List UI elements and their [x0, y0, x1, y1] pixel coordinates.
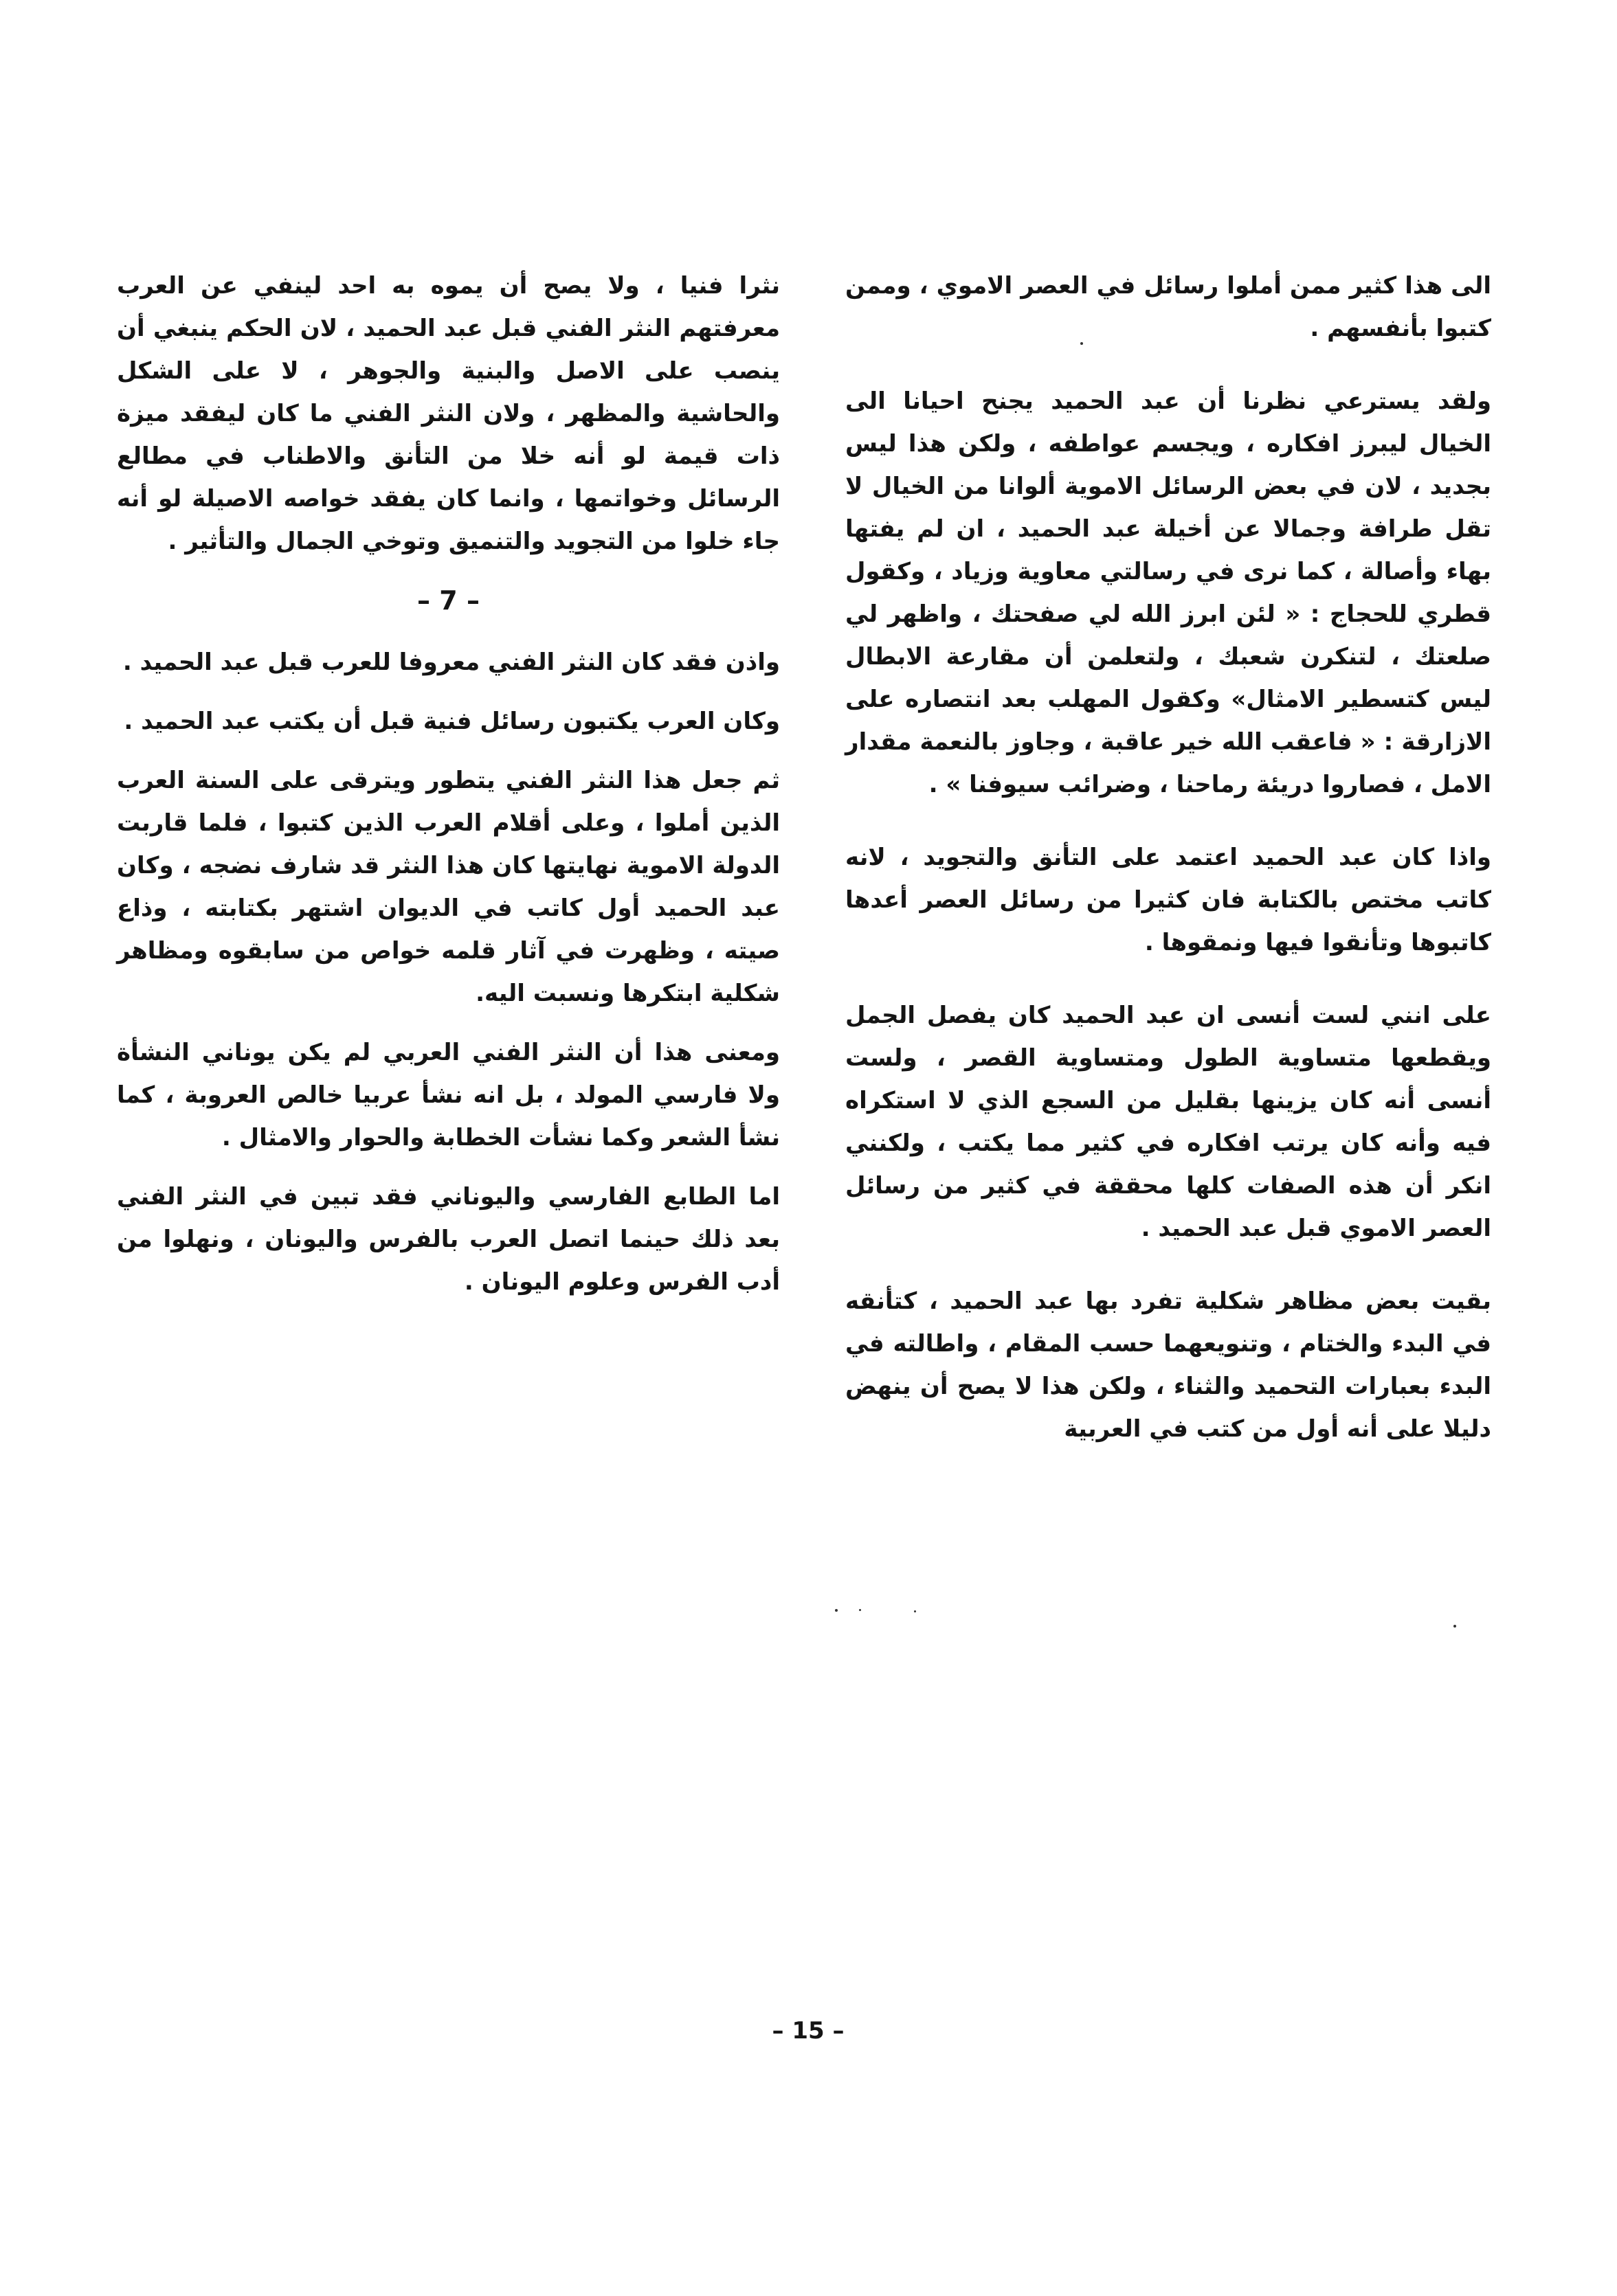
left-paragraph-4: ثم جعل هذا النثر الفني يتطور ويترقى على السنة العرب الذين أملوا ، وعلى أقلام العرب الذين كتبوا ، فلما قاربت الدولة الاموية نهايتها كان هذا النثر قد شارف نضجه ، وكان عبد الحميد أول كاتب في الديوان اشتهر بكتابته ، وذاع صيته ، وظهرت في آثار قلمه خواص من سابقوه ومظاهر شكلية ابتكرها ونسبت اليه.: [117, 767, 780, 1007]
scan-speck: [835, 1609, 838, 1612]
left-paragraph-2: واذن فقد كان النثر الفني معروفا للعرب قبل عبد الحميد .: [122, 649, 780, 676]
right-paragraph-3: واذا كان عبد الحميد اعتمد على التأنق والتجويد ، لانه كاتب مختص بالكتابة فان كثيرا من رسائل العصر أعدها كاتبوها وتأنقوا فيها ونمقوها .: [845, 844, 1491, 956]
left-paragraph-3: وكان العرب يكتبون رسائل فنية قبل أن يكتب عبد الحميد .: [124, 708, 780, 735]
right-paragraph-5: بقيت بعض مظاهر شكلية تفرد بها عبد الحميد ، كتأنقه في البدء والختام ، وتنويعهما حسب المقام ، واطالته في البدء بعبارات التحميد والثناء ، ولكن هذا لا يصح أن ينهض دليلا على أنه أول من كتب في العربية: [845, 1287, 1491, 1443]
right-paragraph-4: على انني لست أنسى ان عبد الحميد كان يفصل الجمل ويقطعها متساوية الطول ومتساوية القصر ، ولست أنسى أنه كان يزينها بقليل من السجع الذي لا استكراه فيه وأنه كان يرتب افكاره في كثير مما يكتب ، ولكنني انكر أن هذه الصفات كلها محققة في كثير من رسائل العصر الاموي قبل عبد الحميد .: [845, 1002, 1491, 1242]
scan-speck: [859, 1609, 861, 1611]
scan-speck: [914, 1610, 916, 1612]
scan-speck: [1453, 1625, 1456, 1628]
left-paragraph-6: اما الطابع الفارسي واليوناني فقد تبين في النثر الفني بعد ذلك حينما اتصل العرب بالفرس واليونان ، ونهلوا من أدب الفرس وعلوم اليونان .: [117, 1183, 780, 1296]
right-paragraph-1: الى هذا كثير ممن أملوا رسائل في العصر الاموي ، وممن كتبوا بأنفسهم .: [845, 272, 1491, 342]
section-number: – 7 –: [417, 585, 480, 616]
scan-speck: [1080, 342, 1083, 345]
left-paragraph-1: نثرا فنيا ، ولا يصح أن يموه به احد لينفي عن العرب معرفتهم النثر الفني قبل عبد الحميد ، لان الحكم ينبغي أن ينصب على الاصل والبنية والجوهر ، لا على الشكل والحاشية والمظهر ، ولان النثر الفني ما كان ليفقد ميزة ذات قيمة لو أنه خلا من التأنق والاطناب في مطالع الرسائل وخواتمها ، وانما كان يفقد خواصه الاصيلة لو أنه جاء خلوا من التجويد والتنميق وتوخي الجمال والتأثير .: [117, 272, 780, 555]
left-paragraph-5: ومعنى هذا أن النثر الفني العربي لم يكن يوناني النشأة ولا فارسي المولد ، بل انه نشأ عربيا خالص العروبة ، كما نشأ الشعر وكما نشأت الخطابة والحوار والامثال .: [117, 1039, 780, 1151]
left-column: [117, 265, 780, 1320]
page-number: – 15 –: [772, 2017, 845, 2045]
right-column: [845, 265, 1491, 1467]
right-paragraph-2: ولقد يسترعي نظرنا أن عبد الحميد يجنح احيانا الى الخيال ليبرز افكاره ، ويجسم عواطفه ، ولكن هذا ليس بجديد ، لان في بعض الرسائل الاموية ألوانا من الخيال لا تقل طرافة وجمالا عن أخيلة عبد الحميد ، ان لم يفتها بهاء وأصالة ، كما نرى في رسالتي معاوية وزياد ، وكقول قطري للحجاج : « لئن ابرز الله لي صفحتك ، واظهر لي صلعتك ، لتنكرن شعبك ، ولتعلمن أن مقارعة الابطال ليس كتسطير الامثال» وكقول المهلب بعد انتصاره على الازارقة : « فاعقب الله خير عاقبة ، وجاوز بالنعمة مقدار الامل ، فصاروا دريئة رماحنا ، وضرائب سيوفنا » .: [845, 387, 1491, 798]
